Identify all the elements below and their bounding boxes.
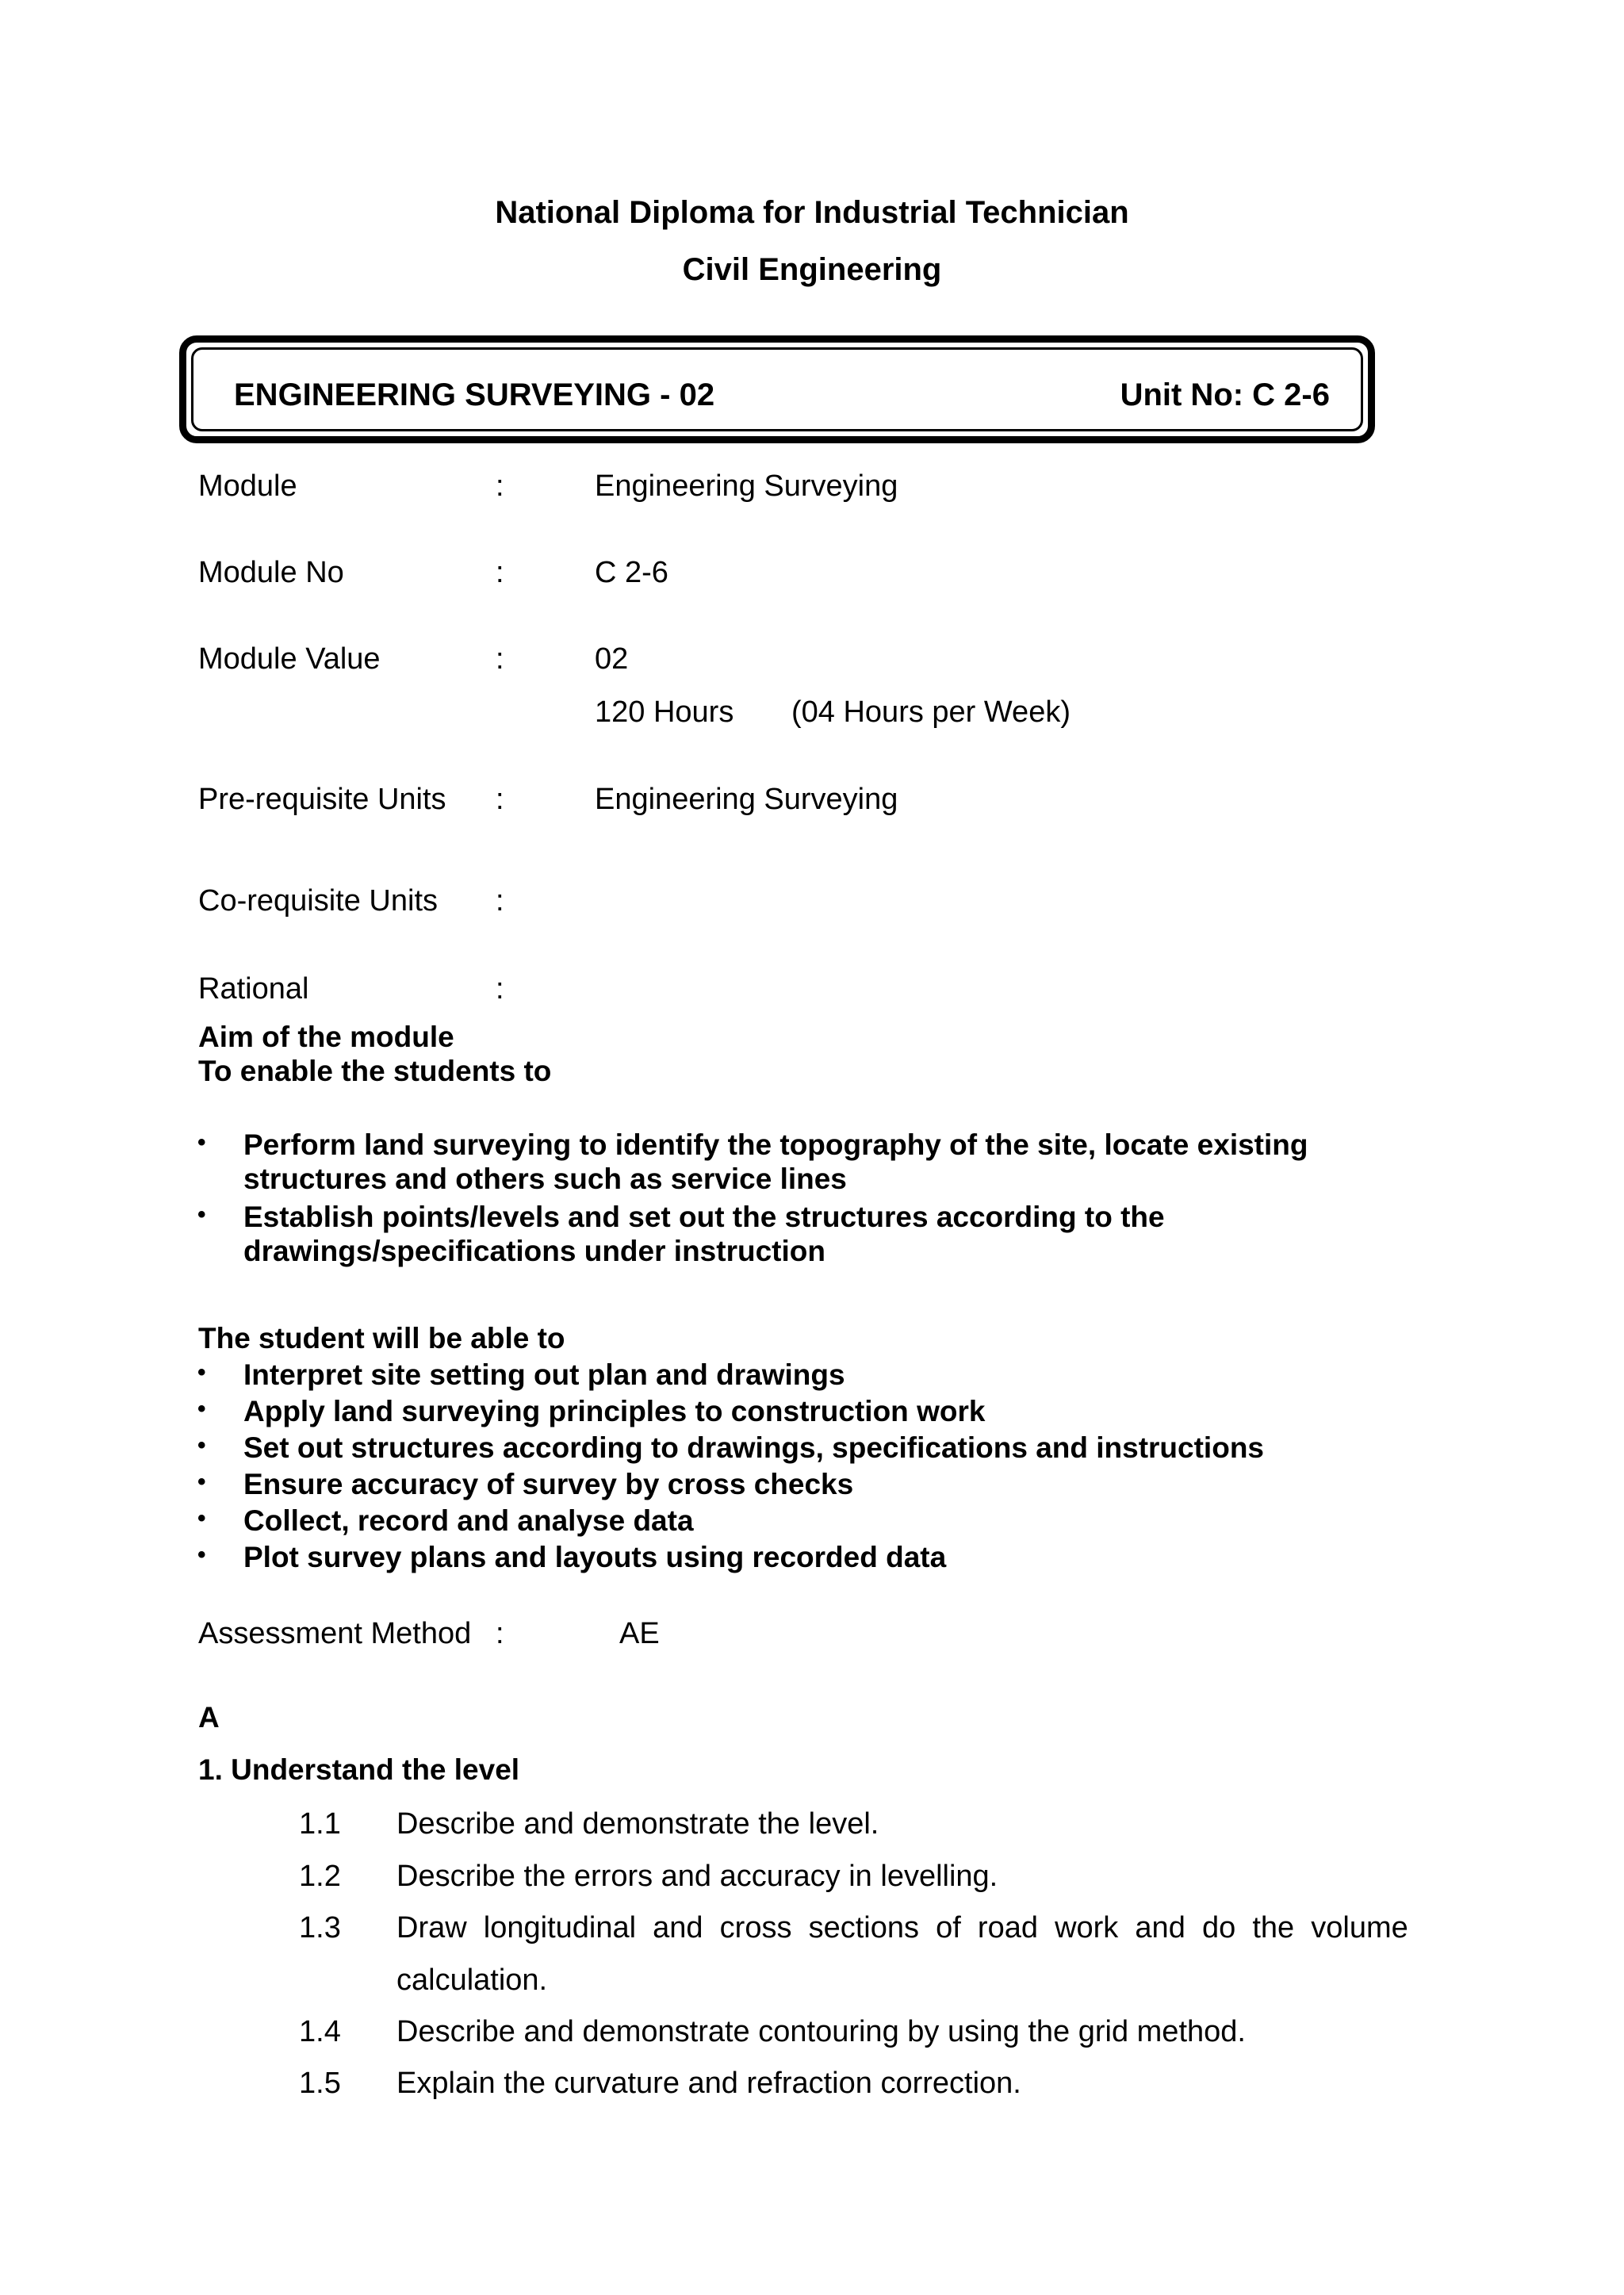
bullet-icon: • bbox=[197, 1469, 206, 1495]
assessment-value: AE bbox=[619, 1617, 660, 1650]
field-label-module-value: Module Value bbox=[198, 642, 381, 676]
outcome-item: Set out structures according to drawings, specifications and instructions bbox=[243, 1431, 1264, 1464]
field-value-hours-per-week: (04 Hours per Week) bbox=[791, 695, 1071, 729]
item-text: Describe and demonstrate the level. bbox=[396, 1807, 879, 1841]
bullet-icon: • bbox=[197, 1396, 206, 1422]
aim-bullet-line: Establish points/levels and set out the structures according to the bbox=[243, 1201, 1165, 1233]
field-label-corequisite: Co-requisite Units bbox=[198, 884, 438, 918]
bullet-icon: • bbox=[197, 1359, 206, 1385]
assessment-label: Assessment Method bbox=[198, 1617, 472, 1650]
aim-bullet-line: drawings/specifications under instruction bbox=[243, 1235, 825, 1267]
document-title: National Diploma for Industrial Technician bbox=[495, 195, 1129, 230]
field-value-hours: 120 Hours bbox=[595, 695, 734, 729]
field-colon: : bbox=[496, 783, 504, 816]
item-text: Explain the curvature and refraction correction. bbox=[396, 2067, 1021, 2100]
item-number: 1.2 bbox=[299, 1860, 341, 1893]
field-colon: : bbox=[496, 972, 504, 1006]
section-letter: A bbox=[198, 1701, 220, 1734]
outcome-item: Plot survey plans and layouts using recorded data bbox=[243, 1541, 947, 1573]
outcome-item: Apply land surveying principles to construction work bbox=[243, 1395, 986, 1427]
aim-bullet-line: structures and others such as service lines bbox=[243, 1163, 847, 1195]
unit-number: Unit No: C 2-6 bbox=[1120, 377, 1330, 412]
item-text: Draw longitudinal and cross sections of road work and do the volume bbox=[396, 1911, 1408, 1944]
aim-subheading: To enable the students to bbox=[198, 1055, 552, 1087]
outcomes-heading: The student will be able to bbox=[198, 1322, 565, 1354]
field-colon: : bbox=[496, 556, 504, 589]
field-label-prerequisite: Pre-requisite Units bbox=[198, 783, 446, 816]
item-number: 1.1 bbox=[299, 1807, 341, 1841]
unit-title: ENGINEERING SURVEYING - 02 bbox=[234, 377, 715, 412]
item-text: Describe and demonstrate contouring by using the grid method. bbox=[396, 2015, 1246, 2048]
bullet-icon: • bbox=[197, 1505, 206, 1531]
field-label-module: Module bbox=[198, 469, 297, 503]
item-text: Describe the errors and accuracy in levelling. bbox=[396, 1860, 998, 1893]
field-value-module: Engineering Surveying bbox=[595, 469, 898, 503]
field-colon: : bbox=[496, 642, 504, 676]
document-subtitle: Civil Engineering bbox=[682, 252, 942, 287]
bullet-icon: • bbox=[197, 1129, 206, 1155]
outcome-item: Ensure accuracy of survey by cross checks bbox=[243, 1468, 854, 1500]
bullet-icon: • bbox=[197, 1542, 206, 1568]
field-value-module-value: 02 bbox=[595, 642, 629, 676]
field-colon: : bbox=[496, 1617, 504, 1650]
section-heading: 1. Understand the level bbox=[198, 1753, 520, 1786]
field-colon: : bbox=[496, 884, 504, 918]
bullet-icon: • bbox=[197, 1432, 206, 1458]
field-label-module-no: Module No bbox=[198, 556, 344, 589]
field-value-prerequisite: Engineering Surveying bbox=[595, 783, 898, 816]
bullet-icon: • bbox=[197, 1201, 206, 1228]
unit-title-box bbox=[179, 335, 1375, 443]
item-text-continued: calculation. bbox=[396, 1964, 548, 1997]
outcome-item: Interpret site setting out plan and drawings bbox=[243, 1358, 845, 1391]
item-number: 1.5 bbox=[299, 2067, 341, 2100]
aim-heading: Aim of the module bbox=[198, 1021, 454, 1053]
item-number: 1.3 bbox=[299, 1911, 341, 1944]
aim-bullet-line: Perform land surveying to identify the topography of the site, locate existing bbox=[243, 1128, 1308, 1161]
field-value-module-no: C 2-6 bbox=[595, 556, 668, 589]
field-colon: : bbox=[496, 469, 504, 503]
field-label-rational: Rational bbox=[198, 972, 309, 1006]
outcome-item: Collect, record and analyse data bbox=[243, 1504, 694, 1537]
item-number: 1.4 bbox=[299, 2015, 341, 2048]
